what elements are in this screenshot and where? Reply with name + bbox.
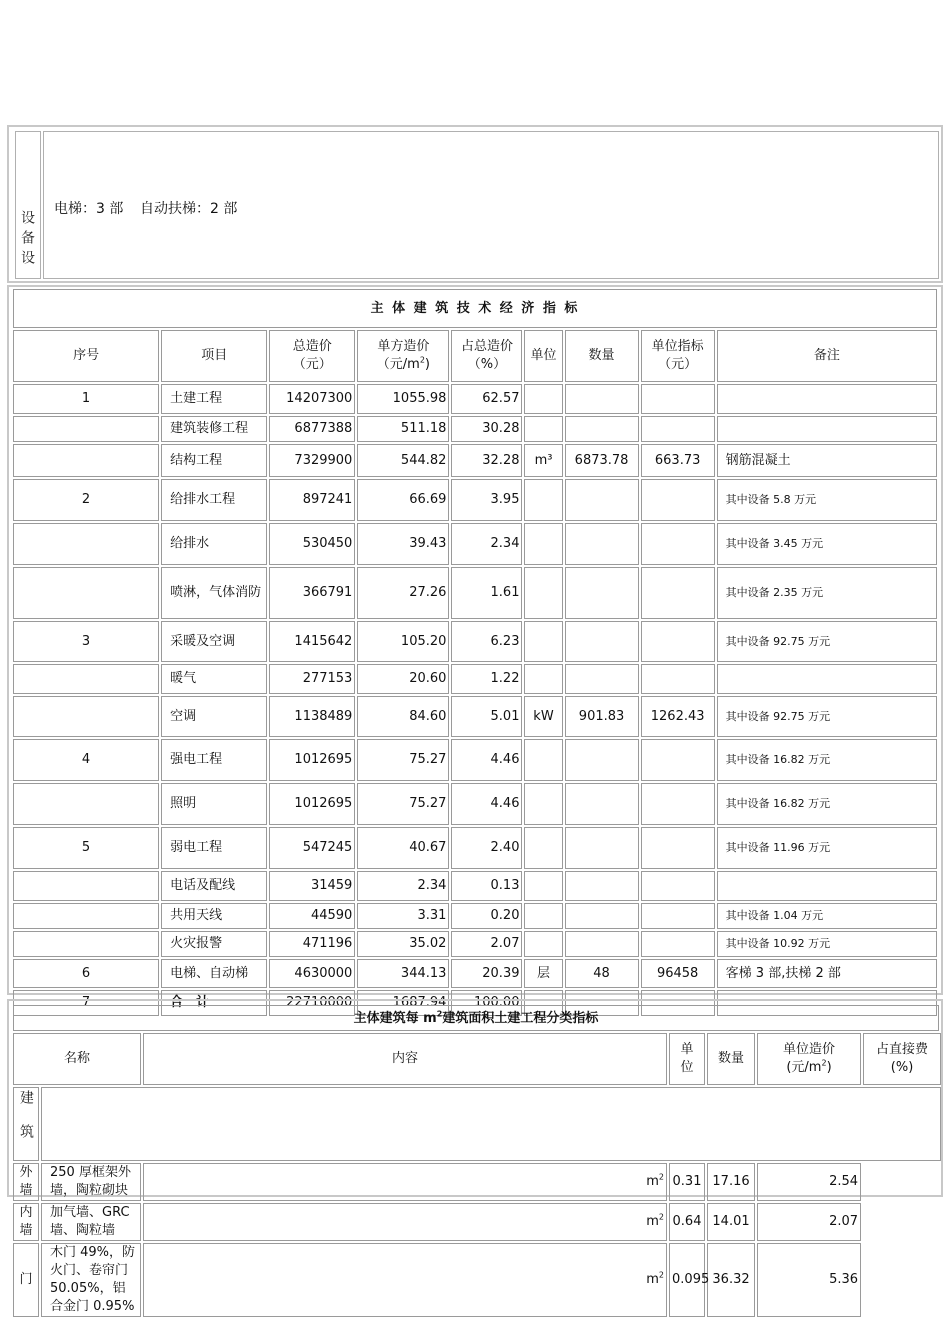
cell-qty <box>565 783 639 825</box>
table-row <box>13 664 937 694</box>
cell-total-cost: 44590 <box>269 903 355 929</box>
cell-unit-price: 1055.98 <box>357 384 449 414</box>
cell-qty <box>565 827 639 869</box>
cell-qty <box>565 931 639 957</box>
cell-no <box>13 696 159 737</box>
cell-remark: 其中设备 11.96 万元 <box>717 827 937 869</box>
cell-share: 32.28 <box>451 444 522 477</box>
cell-ratio: 5.36 <box>757 1243 861 1317</box>
cell-no <box>13 903 159 929</box>
cell-no: 2 <box>13 479 159 521</box>
cell-share: 2.40 <box>451 827 522 869</box>
cell-qty <box>565 871 639 901</box>
cell-unit: kW <box>524 696 562 737</box>
equipment-side-cell <box>15 131 41 279</box>
cell-remark: 钢筋混凝土 <box>717 444 937 477</box>
cell-item: 电梯、自动梯 <box>161 959 267 988</box>
cell-remark <box>717 416 937 442</box>
cell-share: 100.00 <box>451 990 522 1016</box>
equipment-side-label: 设备设 <box>19 210 35 270</box>
table-row <box>13 871 937 901</box>
cell-ratio: 2.54 <box>757 1163 861 1201</box>
cell-unit-index <box>641 871 715 901</box>
cell-remark: 其中设备 92.75 万元 <box>717 696 937 737</box>
cell-share: 1.61 <box>451 567 522 619</box>
cell-total-cost: 1012695 <box>269 783 355 825</box>
cell-unit-index <box>641 384 715 414</box>
cell-item: 合 计 <box>161 990 267 1016</box>
cell-qty <box>565 384 639 414</box>
table-row <box>13 384 937 414</box>
elevator-text: 电梯：3 部 <box>54 201 124 217</box>
cell-ratio: 2.07 <box>757 1203 861 1241</box>
cell-total-cost: 4630000 <box>269 959 355 988</box>
table-row <box>13 783 937 825</box>
unit-text: m <box>646 1272 659 1287</box>
cell-item: 土建工程 <box>161 384 267 414</box>
cell-unit-index: 96458 <box>641 959 715 988</box>
table-row <box>13 523 937 565</box>
table-row <box>13 1203 941 1241</box>
cell-unit-price: 39.43 <box>357 523 449 565</box>
col-header-unit-2: 单 位 <box>669 1033 705 1085</box>
cell-item: 结构工程 <box>161 444 267 477</box>
group-spacer-cell <box>41 1087 941 1161</box>
cell-qty <box>565 664 639 694</box>
cell-unit <box>524 871 562 901</box>
cell-unit-index <box>641 783 715 825</box>
superscript: 2 <box>658 1270 665 1280</box>
cell-remark: 其中设备 5.8 万元 <box>717 479 937 521</box>
classified-index-title: 主体建筑每 $m^2$建筑面积土建工程分类指标 <box>13 1005 939 1031</box>
cell-total-cost: 277153 <box>269 664 355 694</box>
cell-unit-price: 2.34 <box>357 871 449 901</box>
cell-unit-index <box>641 827 715 869</box>
col-header-content: 内容 <box>143 1033 667 1085</box>
cell-unit <box>524 479 562 521</box>
cell-no: 5 <box>13 827 159 869</box>
header-row-2 <box>13 1033 941 1085</box>
cell-share: 3.95 <box>451 479 522 521</box>
cell-unit-price: 35.02 <box>357 931 449 957</box>
cell-unit-price: 1687.94 <box>357 990 449 1016</box>
cell-item: 采暖及空调 <box>161 621 267 662</box>
cell-total-cost: 897241 <box>269 479 355 521</box>
cell-qty: 0.64 <box>669 1203 705 1241</box>
cell-remark: 其中设备 92.75 万元 <box>717 621 937 662</box>
cell-unit <box>524 523 562 565</box>
cell-total-cost: 1012695 <box>269 739 355 781</box>
cell-unit-cost: 36.32 <box>707 1243 755 1317</box>
cell-share: 4.46 <box>451 783 522 825</box>
cell-qty <box>565 416 639 442</box>
cell-no: 1 <box>13 384 159 414</box>
cell-qty <box>565 479 639 521</box>
cell-content: 250 厚框架外墙，陶粒砌块 <box>41 1163 141 1201</box>
cell-qty <box>565 567 639 619</box>
cell-no <box>13 871 159 901</box>
cell-item: 喷淋，气体消防 <box>161 567 267 619</box>
cell-name: 外墙 <box>13 1163 39 1201</box>
cell-qty <box>565 621 639 662</box>
col-header-name: 名称 <box>13 1033 141 1085</box>
col-header-unit-price: 单方造价 （元$/m^2$) <box>357 330 449 382</box>
cell-total-cost: 1138489 <box>269 696 355 737</box>
table-row <box>13 567 937 619</box>
cell-qty: 48 <box>565 959 639 988</box>
cell-unit-price: 20.60 <box>357 664 449 694</box>
cell-no <box>13 567 159 619</box>
cell-share: 6.23 <box>451 621 522 662</box>
cell-remark: 其中设备 10.92 万元 <box>717 931 937 957</box>
table-row <box>13 827 937 869</box>
cell-total-cost: 530450 <box>269 523 355 565</box>
cell-unit-price: 75.27 <box>357 739 449 781</box>
col-header-share: 占总造价 （%） <box>451 330 522 382</box>
cell-no: 4 <box>13 739 159 781</box>
col-header-qty-2: 数量 <box>707 1033 755 1085</box>
cell-unit-price: 27.26 <box>357 567 449 619</box>
escalator-text: 自动扶梯：2 部 <box>140 201 238 217</box>
tech-econ-title: 主 体 建 筑 技 术 经 济 指 标 <box>13 289 937 328</box>
col-header-index: 单位指标 （元） <box>641 330 715 382</box>
cell-no: 6 <box>13 959 159 988</box>
cell-unit-price: 105.20 <box>357 621 449 662</box>
cell-remark <box>717 384 937 414</box>
cell-remark: 客梯 3 部,扶梯 2 部 <box>717 959 937 988</box>
table-row <box>13 931 937 957</box>
cell-unit-index <box>641 739 715 781</box>
cell-item: 给排水工程 <box>161 479 267 521</box>
cell-remark <box>717 664 937 694</box>
cell-qty <box>565 523 639 565</box>
cell-unit <box>524 827 562 869</box>
cell-no <box>13 416 159 442</box>
cell-remark: 其中设备 2.35 万元 <box>717 567 937 619</box>
cell-item: 弱电工程 <box>161 827 267 869</box>
col-header-remark: 备注 <box>717 330 937 382</box>
cell-no <box>13 931 159 957</box>
cell-content: 木门 49%，防火门、卷帘门 50.05%，铝合金门 0.95% <box>41 1243 141 1317</box>
group-label: 建筑 <box>18 1090 34 1158</box>
cell-unit: m³ <box>524 444 562 477</box>
table-row <box>13 959 937 988</box>
cell-unit-price: 511.18 <box>357 416 449 442</box>
cell-remark: 其中设备 16.82 万元 <box>717 783 937 825</box>
cell-unit <box>524 931 562 957</box>
cell-unit-price: 75.27 <box>357 783 449 825</box>
cell-unit-price: 66.69 <box>357 479 449 521</box>
equipment-section <box>7 125 943 283</box>
superscript: 2 <box>658 1212 665 1222</box>
cell-unit <box>143 1203 667 1241</box>
cell-share: 0.13 <box>451 871 522 901</box>
cell-share: 1.22 <box>451 664 522 694</box>
cell-unit <box>143 1163 667 1201</box>
cell-qty: 0.095 <box>669 1243 705 1317</box>
cell-unit <box>524 664 562 694</box>
cell-unit-index <box>641 664 715 694</box>
table-row <box>13 444 937 477</box>
cell-item: 暖气 <box>161 664 267 694</box>
cell-total-cost: 471196 <box>269 931 355 957</box>
cell-item: 照明 <box>161 783 267 825</box>
cell-total-cost: 14207300 <box>269 384 355 414</box>
cell-item: 火灾报警 <box>161 931 267 957</box>
cell-remark: 其中设备 16.82 万元 <box>717 739 937 781</box>
header-row <box>13 330 937 382</box>
cell-share: 2.07 <box>451 931 522 957</box>
cell-item: 电话及配线 <box>161 871 267 901</box>
cell-qty: 0.31 <box>669 1163 705 1201</box>
tech-econ-table <box>11 287 939 1018</box>
cell-unit-index <box>641 567 715 619</box>
col-header-qty: 数量 <box>565 330 639 382</box>
superscript: 2 <box>658 1172 665 1182</box>
cell-unit-price: 544.82 <box>357 444 449 477</box>
col-header-total: 总造价 （元） <box>269 330 355 382</box>
cell-unit-price: 40.67 <box>357 827 449 869</box>
cell-unit-index <box>641 931 715 957</box>
cell-total-cost: 6877388 <box>269 416 355 442</box>
cell-share: 30.28 <box>451 416 522 442</box>
cell-share: 62.57 <box>451 384 522 414</box>
table-row <box>13 696 937 737</box>
cell-item: 强电工程 <box>161 739 267 781</box>
classified-index-table <box>11 1031 943 1319</box>
col-header-price: 单位造价 (元$/m^2$) <box>757 1033 861 1085</box>
cell-unit <box>524 739 562 781</box>
cell-unit <box>524 621 562 662</box>
group-label-cell <box>13 1087 39 1161</box>
table-row <box>13 416 937 442</box>
table-row <box>13 903 937 929</box>
cell-no: 3 <box>13 621 159 662</box>
cell-unit-index <box>641 479 715 521</box>
cell-remark: 其中设备 3.45 万元 <box>717 523 937 565</box>
cell-total-cost: 366791 <box>269 567 355 619</box>
cell-no: 7 <box>13 990 159 1016</box>
cell-unit-index <box>641 416 715 442</box>
cell-total-cost: 7329900 <box>269 444 355 477</box>
table-row <box>13 739 937 781</box>
cell-item: 空调 <box>161 696 267 737</box>
unit-text: m <box>646 1174 659 1189</box>
unit-text: m <box>646 1214 659 1229</box>
table-row <box>13 479 937 521</box>
table-row <box>13 1163 941 1201</box>
col-header-no: 序号 <box>13 330 159 382</box>
cell-unit-index: 663.73 <box>641 444 715 477</box>
cell-unit-index <box>641 523 715 565</box>
cell-share: 4.46 <box>451 739 522 781</box>
cell-qty <box>565 903 639 929</box>
cell-unit <box>524 783 562 825</box>
cell-share: 0.20 <box>451 903 522 929</box>
cell-unit-price: 3.31 <box>357 903 449 929</box>
table-row <box>13 621 937 662</box>
cell-no <box>13 444 159 477</box>
cell-remark <box>717 871 937 901</box>
cell-share: 5.01 <box>451 696 522 737</box>
cell-share: 20.39 <box>451 959 522 988</box>
cell-unit <box>524 384 562 414</box>
cell-unit: 层 <box>524 959 562 988</box>
cell-name: 门 <box>13 1243 39 1317</box>
classified-index-table-frame <box>7 999 943 1314</box>
cell-no <box>13 783 159 825</box>
cell-unit <box>524 567 562 619</box>
cell-item: 共用天线 <box>161 903 267 929</box>
col-header-ratio: 占直接费 (%) <box>863 1033 941 1085</box>
equipment-content-cell <box>43 131 939 279</box>
cell-unit <box>524 416 562 442</box>
cell-total-cost: 1415642 <box>269 621 355 662</box>
cell-unit-index <box>641 903 715 929</box>
cell-unit-price: 344.13 <box>357 959 449 988</box>
cell-item: 给排水 <box>161 523 267 565</box>
cell-remark: 其中设备 1.04 万元 <box>717 903 937 929</box>
cell-unit-cost: 17.16 <box>707 1163 755 1201</box>
cell-qty: 6873.78 <box>565 444 639 477</box>
cell-name: 内墙 <box>13 1203 39 1241</box>
cell-no <box>13 523 159 565</box>
cell-item: 建筑装修工程 <box>161 416 267 442</box>
cell-total-cost: 31459 <box>269 871 355 901</box>
cell-unit-price: 84.60 <box>357 696 449 737</box>
cell-share: 2.34 <box>451 523 522 565</box>
cell-unit-index: 1262.43 <box>641 696 715 737</box>
cell-unit <box>524 903 562 929</box>
cell-qty: 901.83 <box>565 696 639 737</box>
table-row <box>13 1243 941 1317</box>
cell-content: 加气墙、GRC 墙、陶粒墙 <box>41 1203 141 1241</box>
col-header-item: 项目 <box>161 330 267 382</box>
cell-unit <box>143 1243 667 1317</box>
tech-econ-table-frame <box>7 285 943 1010</box>
cell-no <box>13 664 159 694</box>
cell-unit-cost: 14.01 <box>707 1203 755 1241</box>
cell-total-cost: 22710000 <box>269 990 355 1016</box>
col-header-unit: 单位 <box>524 330 562 382</box>
cell-total-cost: 547245 <box>269 827 355 869</box>
cell-unit-index <box>641 621 715 662</box>
cell-qty <box>565 739 639 781</box>
